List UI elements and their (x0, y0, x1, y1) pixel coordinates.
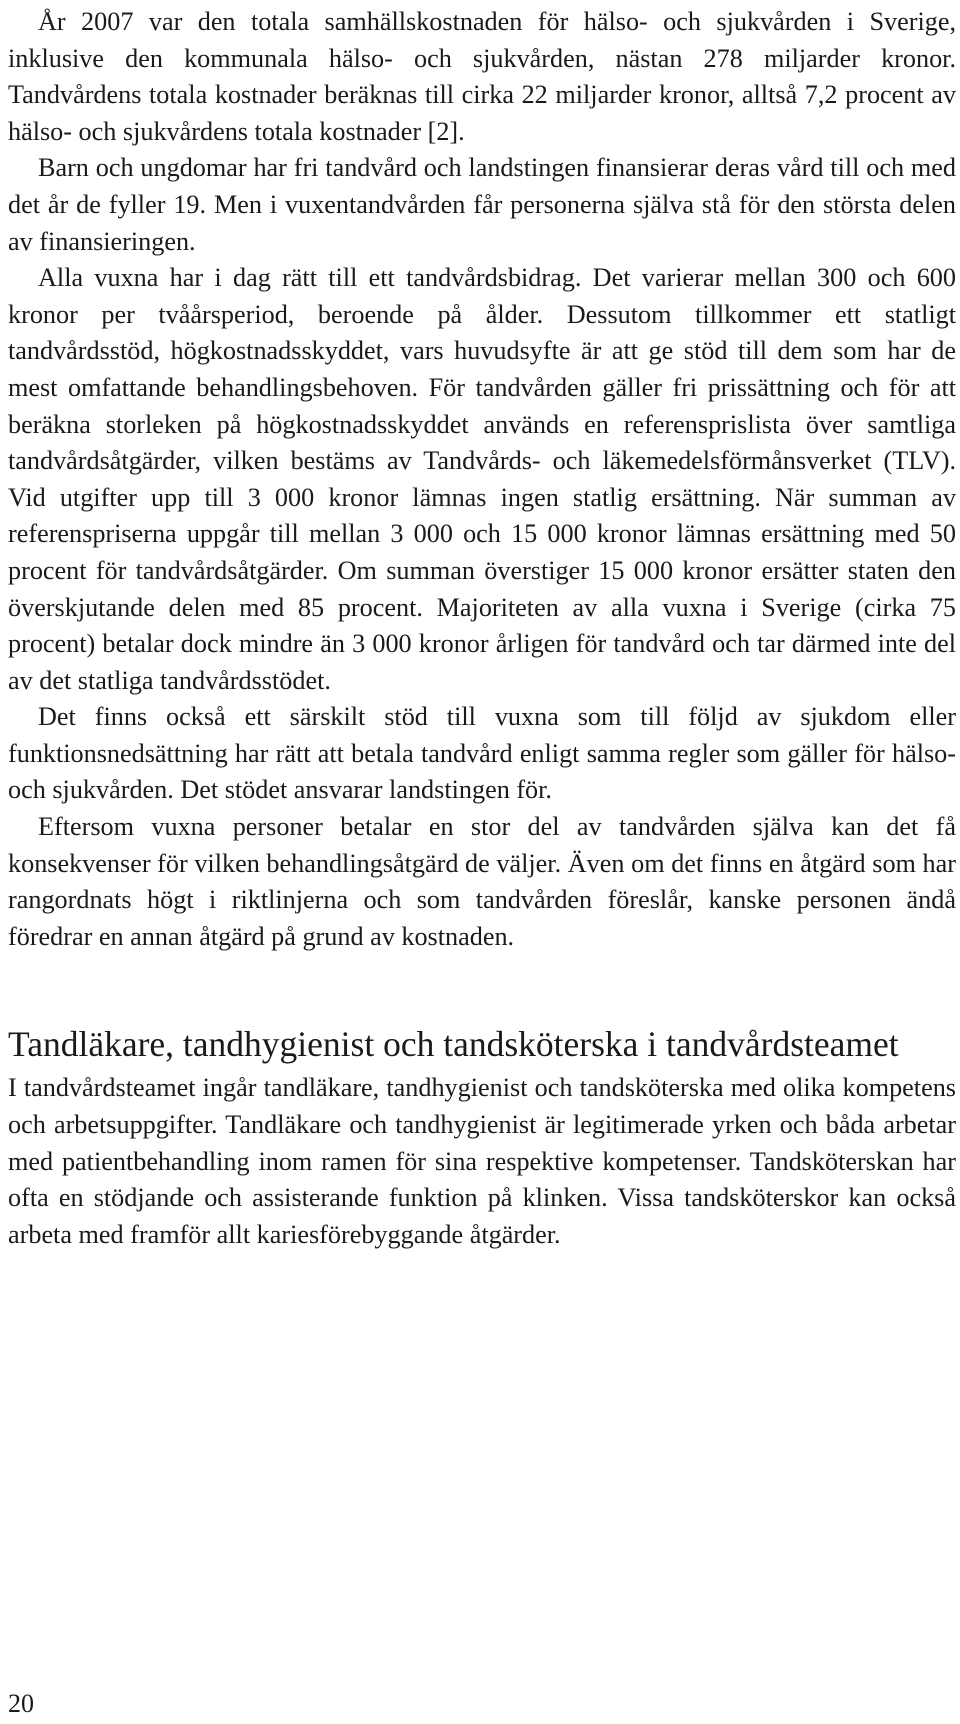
section-heading-dental-team: Tandläkare, tandhygienist och tandsköterska i tandvårdsteamet (8, 1024, 899, 1065)
page-number: 20 (8, 1689, 34, 1718)
paragraph-dental-subsidy: Alla vuxna har i dag rätt till ett tandvårdsbidrag. Det varierar mellan 300 och 600 kronor per tvåårsperiod, beroende på ålder. Dessutom tillkommer ett statligt tandvårdsstöd, högkostnadsskyddet, vars huvudsyfte är att ge stöd till dem som har de mest omfattande behandlingsbehoven. För tandvården gäller fri prissättning och för att beräkna storleken på högkostnadsskyddet används en referensprislista över samtliga tandvårdsåtgärder, vilken bestäms av Tandvårds- och läkemedelsförmånsverket (TLV). Vid utgifter upp till 3 000 kronor lämnas ingen statlig ersättning. När summan av referenspriserna uppgår till mellan 3 000 och 15 000 kronor lämnas ersättning med 50 procent för tandvårdsåtgärder. Om summan överstiger 15 000 kronor ersätter staten den överskjutande delen med 85 procent. Majoriteten av alla vuxna i Sverige (cirka 75 procent) betalar dock mindre än 3 000 kronor årligen för tandvård och tar därmed inte del av det statliga tandvårdsstödet. (8, 263, 956, 695)
document-page (8, 4, 956, 1253)
paragraph-healthcare-costs: År 2007 var den totala samhällskostnaden för hälso- och sjukvården i Sverige, inklusive den kommunala hälso- och sjukvården, nästan 278 miljarder kronor. Tandvårdens totala kostnader beräknas till cirka 22 miljarder kronor, alltså 7,2 procent av hälso- och sjukvårdens totala kostnader [2]. (8, 7, 956, 146)
paragraph-youth-dental-care: Barn och ungdomar har fri tandvård och landstingen finansierar deras vård till och med det år de fyller 19. Men i vuxentandvården får personerna själva stå för den största delen av finansieringen. (8, 153, 956, 256)
paragraph-special-support: Det finns också ett särskilt stöd till vuxna som till följd av sjukdom eller funktionsnedsättning har rätt att betala tandvård enligt samma regler som gäller för hälso- och sjukvården. Det stödet ansvarar landstingen för. (8, 702, 956, 805)
paragraph-cost-consequences: Eftersom vuxna personer betalar en stor del av tandvården själva kan det få konsekvenser för vilken behandlingsåtgärd de väljer. Även om det finns en åtgärd som har rangordnats högt i riktlinjerna och som tandvården föreslår, kanske personen ändå föredrar en annan åtgärd på grund av kostnaden. (8, 812, 956, 951)
paragraph-dental-team: I tandvårdsteamet ingår tandläkare, tandhygienist och tandsköterska med olika kompetens och arbetsuppgifter. Tandläkare och tandhygienist är legitimerade yrken och båda arbetar med patientbehandling inom ramen för sina respektive kompetenser. Tandsköterskan har ofta en stödjande och assisterande funktion på klinken. Vissa tandsköterskor kan också arbeta med framför allt kariesförebyggande åtgärder. (8, 1073, 956, 1249)
